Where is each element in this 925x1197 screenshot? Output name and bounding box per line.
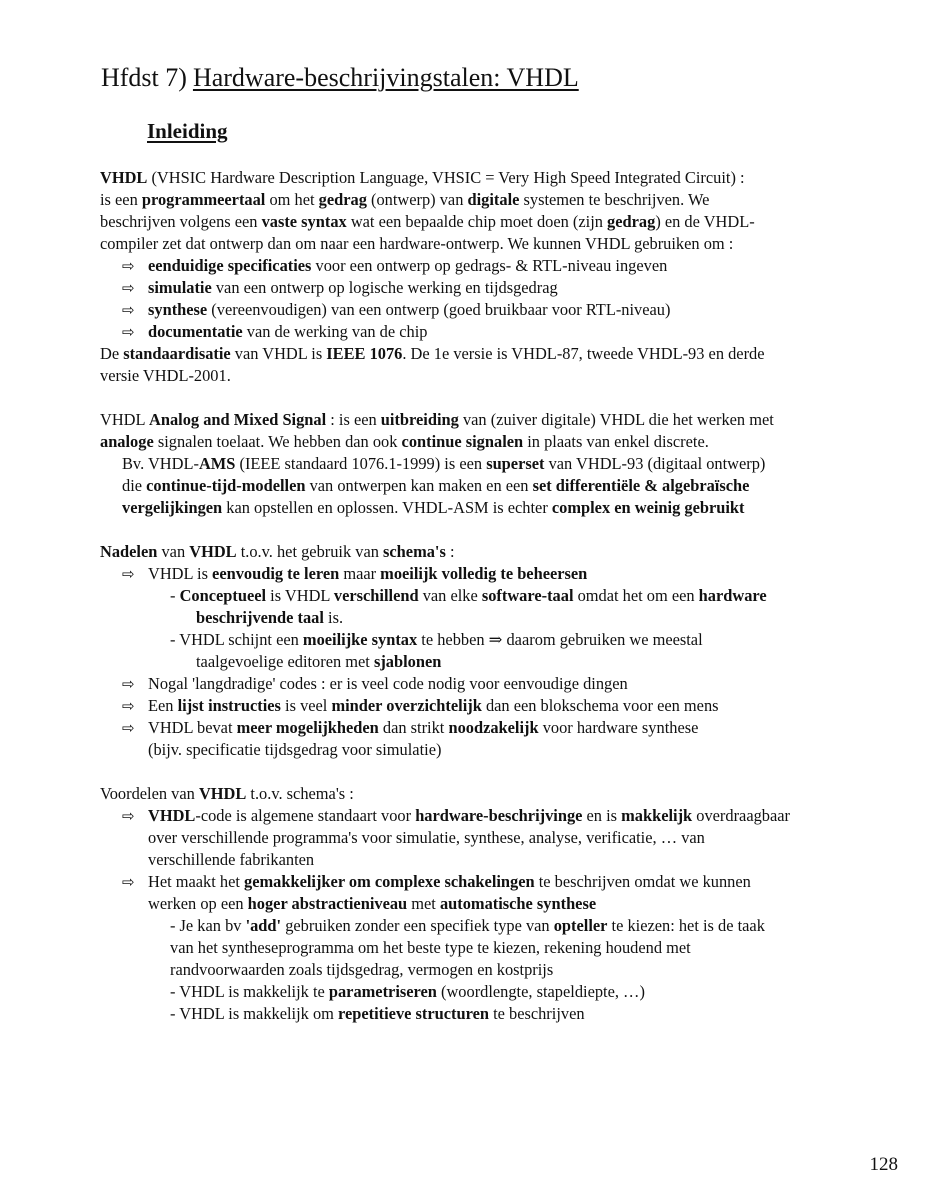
intro-line-1 [100, 167, 840, 189]
text-run: van VHDL-93 (digitaal ontwerp) [544, 454, 766, 473]
bold-text-run: VHDL [198, 784, 247, 803]
text-run: van de werking van de chip [242, 322, 428, 341]
list-item-text [148, 696, 719, 715]
text-run: signalen toelaat. We hebben dan ook [153, 432, 402, 451]
bold-text-run: eenduidige specificaties [148, 256, 312, 275]
sub-item-text [148, 915, 840, 937]
bold-text-run: Nadelen [100, 542, 158, 561]
bold-text-run: hoger abstractieniveau [247, 894, 408, 913]
bold-text-run: gedrag [318, 190, 367, 209]
bold-text-run: synthese [148, 300, 208, 319]
standardisation-line-2: versie VHDL-2001. [100, 366, 231, 385]
sub-item-text [148, 607, 840, 629]
list-item [100, 299, 840, 321]
sub-item-text [148, 1003, 840, 1025]
list-item-text [148, 805, 840, 827]
list-item [100, 255, 840, 277]
bold-text-run: VHDL [189, 542, 237, 561]
list-item-text [148, 674, 628, 693]
bold-text-run: schema's [383, 542, 446, 561]
bold-text-run: standaardisatie [123, 344, 231, 363]
bold-text-run: AMS [198, 454, 236, 473]
list-item [100, 277, 840, 299]
bold-text-run: noodzakelijk [448, 718, 539, 737]
text-run: van elke [418, 586, 482, 605]
bold-text-run: analoge [100, 432, 154, 451]
bold-text-run: continue-tijd-modellen [146, 476, 306, 495]
sub-item-text: van het syntheseprogramma om het beste type te kiezen, rekening houdend met [170, 938, 691, 957]
sub-item-text [148, 629, 840, 651]
text-run: - VHDL is makkelijk om [170, 1004, 338, 1023]
text-run: - [170, 586, 180, 605]
text-run: is. [323, 608, 344, 627]
list-item [100, 717, 840, 761]
ams-line-5 [100, 497, 840, 519]
bold-text-run: meer mogelijkheden [236, 718, 379, 737]
text-run: voor een ontwerp op gedrags- & RTL-niveau ingeven [311, 256, 668, 275]
list-item-text [148, 871, 840, 893]
uses-list [100, 255, 840, 343]
bold-text-run: gemakkelijker om complexe schakelingen [244, 872, 535, 891]
section-heading: Inleiding [147, 119, 228, 143]
bold-text-run: superset [486, 454, 545, 473]
text-run: overdraagbaar [692, 806, 790, 825]
text-run: ) en de VHDL- [655, 212, 755, 231]
list-item-text [148, 256, 667, 275]
text-run: De [100, 344, 124, 363]
bold-text-run: simulatie [148, 278, 212, 297]
bold-text-run: hardware-beschrijvinge [415, 806, 583, 825]
bold-text-run: verschillend [333, 586, 419, 605]
chapter-number: Hfdst 7) [101, 63, 187, 92]
text-run: - VHDL is makkelijk te [170, 982, 329, 1001]
hollow-right-arrow-icon: ⇨ [122, 301, 135, 319]
list-item [100, 871, 840, 1025]
list-item-text-continued: over verschillende programma's voor simulatie, synthese, analyse, verificatie, … van [148, 828, 705, 847]
sub-item-text [148, 981, 840, 1003]
chapter-title-text: Hardware-beschrijvingstalen: VHDL [192, 63, 579, 92]
hollow-right-arrow-icon: ⇨ [122, 873, 135, 891]
text-run: VHDL is [148, 564, 213, 583]
list-item-text [148, 300, 670, 319]
text-run: : [445, 542, 455, 561]
hollow-right-arrow-icon: ⇨ [122, 279, 135, 297]
text-run: Het maakt het [148, 872, 245, 891]
text-run: van ontwerpen kan maken en een [305, 476, 533, 495]
text-run: taalgevoelige editoren met [196, 652, 374, 671]
text-run: omdat het om een [573, 586, 699, 605]
text-run: t.o.v. schema's : [246, 784, 354, 803]
hollow-right-arrow-icon: ⇨ [122, 565, 135, 583]
paragraph-gap [100, 519, 840, 541]
chapter-title [101, 62, 579, 94]
bold-text-run: 'add' [245, 916, 282, 935]
bold-text-run: beschrijvende taal [196, 608, 324, 627]
intro-line-1-rest: (VHSIC Hardware Description Language, VHSIC = Very High Speed Integrated Circuit) : [147, 168, 745, 187]
hollow-right-arrow-icon: ⇨ [122, 257, 135, 275]
text-run: dan strikt [378, 718, 449, 737]
text-run: beschrijven volgens een [100, 212, 262, 231]
bold-text-run: moeilijke syntax [302, 630, 418, 649]
ams-line-2 [100, 431, 840, 453]
text-run: van een ontwerp op logische werking en tijdsgedrag [211, 278, 558, 297]
text-run: is VHDL [266, 586, 334, 605]
standardisation-line-1 [100, 343, 840, 365]
hollow-right-arrow-icon: ⇨ [122, 697, 135, 715]
text-run: in plaats van enkel discrete. [523, 432, 709, 451]
text-run: van VHDL is [230, 344, 327, 363]
bold-text-run: software-taal [481, 586, 574, 605]
text-run: - Je kan bv [170, 916, 246, 935]
advantages-heading [100, 783, 840, 805]
bold-text-run: makkelijk [621, 806, 693, 825]
bold-text-run: opteller [553, 916, 608, 935]
text-run: (IEEE standaard 1076.1-1999) is een [235, 454, 487, 473]
text-run: systemen te beschrijven. We [519, 190, 710, 209]
list-item [100, 563, 840, 673]
advantages-list [100, 805, 840, 1025]
bold-text-run: gedrag [607, 212, 656, 231]
text-run: Voordelen van [100, 784, 199, 803]
text-run: is een [100, 190, 142, 209]
list-item-text [148, 563, 840, 585]
sub-item-text [148, 651, 840, 673]
intro-line-4: compiler zet dat ontwerp dan om naar een hardware-ontwerp. We kunnen VHDL gebruiken om : [100, 234, 734, 253]
bold-text-run: vaste syntax [261, 212, 347, 231]
list-item-text [148, 322, 427, 341]
term-vhdl: VHDL [100, 168, 148, 187]
text-run: van [157, 542, 190, 561]
text-run: Nogal 'langdradige' codes : er is veel code nodig voor eenvoudige dingen [148, 674, 628, 693]
paragraph-gap [100, 387, 840, 409]
bold-text-run: sjablonen [373, 652, 442, 671]
ams-line-1 [100, 409, 840, 431]
list-item [100, 695, 840, 717]
text-run: te beschrijven omdat we kunnen [534, 872, 751, 891]
text-run: (woordlengte, stapeldiepte, …) [436, 982, 645, 1001]
list-item-text-continued [148, 893, 840, 915]
text-run: -code is algemene standaart voor [195, 806, 416, 825]
text-run: (ontwerp) van [366, 190, 468, 209]
disadvantages-list [100, 563, 840, 761]
sub-item-text: randvoorwaarden zoals tijdsgedrag, vermogen en kostprijs [170, 960, 554, 979]
text-run: te hebben ⇒ daarom gebruiken we meestal [417, 630, 703, 649]
bold-text-run: IEEE 1076 [326, 344, 403, 363]
bold-text-run: moeilijk volledig te beheersen [380, 564, 588, 583]
bold-text-run: Analog and Mixed Signal [149, 410, 327, 429]
bold-text-run: repetitieve structuren [338, 1004, 489, 1023]
text-run: VHDL [100, 410, 150, 429]
text-run: kan opstellen en oplossen. VHDL-ASM is echter [222, 498, 552, 517]
text-run: wat een bepaalde chip moet doen (zijn [346, 212, 608, 231]
text-run: t.o.v. het gebruik van [236, 542, 384, 561]
bold-text-run: lijst instructies [177, 696, 281, 715]
bold-text-run: hardware [698, 586, 767, 605]
list-item [100, 321, 840, 343]
text-run: voor hardware synthese [538, 718, 699, 737]
text-run: VHDL bevat [148, 718, 237, 737]
list-item [100, 673, 840, 695]
list-item-text-continued: (bijv. specificatie tijdsgedrag voor simulatie) [148, 740, 442, 759]
text-run: - VHDL schijnt een [170, 630, 303, 649]
bold-text-run: minder overzichtelijk [331, 696, 482, 715]
text-run: Bv. VHDL- [122, 454, 199, 473]
text-run: dan een blokschema voor een mens [481, 696, 719, 715]
page-number: 128 [869, 1154, 898, 1175]
text-run: werken op een [148, 894, 248, 913]
bold-text-run: continue signalen [401, 432, 524, 451]
hollow-right-arrow-icon: ⇨ [122, 323, 135, 341]
list-item [100, 805, 840, 871]
bold-text-run: VHDL [148, 806, 196, 825]
paragraph-gap [100, 761, 840, 783]
list-item-text [148, 717, 840, 739]
bold-text-run: automatische synthese [439, 894, 597, 913]
text-run: van (zuiver digitale) VHDL die het werken met [458, 410, 774, 429]
text-run: is veel [280, 696, 332, 715]
text-run: maar [339, 564, 381, 583]
hollow-right-arrow-icon: ⇨ [122, 807, 135, 825]
list-item-text-continued: verschillende fabrikanten [148, 850, 315, 869]
text-run: . De 1e versie is VHDL-87, tweede VHDL-93 en derde [402, 344, 765, 363]
hollow-right-arrow-icon: ⇨ [122, 675, 135, 693]
bold-text-run: digitale [467, 190, 520, 209]
intro-line-2 [100, 189, 840, 211]
text-run: en is [582, 806, 622, 825]
sub-item-text [148, 585, 840, 607]
text-run: met [407, 894, 440, 913]
text-run: (vereenvoudigen) van een ontwerp (goed bruikbaar voor RTL-niveau) [207, 300, 671, 319]
ams-line-4 [100, 475, 840, 497]
list-item-text [148, 278, 558, 297]
bold-text-run: vergelijkingen [122, 498, 223, 517]
hollow-right-arrow-icon: ⇨ [122, 719, 135, 737]
text-run: te kiezen: het is de taak [607, 916, 765, 935]
bold-text-run: eenvoudig te leren [212, 564, 340, 583]
ams-line-3 [100, 453, 840, 475]
disadvantages-heading [100, 541, 840, 563]
bold-text-run: Conceptueel [179, 586, 267, 605]
bold-text-run: uitbreiding [380, 410, 459, 429]
text-run: te beschrijven [488, 1004, 585, 1023]
intro-line-3 [100, 211, 840, 233]
text-run: om het [265, 190, 319, 209]
bold-text-run: parametriseren [328, 982, 437, 1001]
bold-text-run: complex en weinig gebruikt [551, 498, 745, 517]
text-run: gebruiken zonder een specifiek type van [281, 916, 554, 935]
bold-text-run: programmeertaal [141, 190, 266, 209]
text-run: Een [148, 696, 178, 715]
bold-text-run: documentatie [148, 322, 243, 341]
text-run: : is een [326, 410, 381, 429]
text-run: die [122, 476, 147, 495]
body-text [100, 167, 840, 1025]
bold-text-run: set differentiële & algebraïsche [532, 476, 750, 495]
